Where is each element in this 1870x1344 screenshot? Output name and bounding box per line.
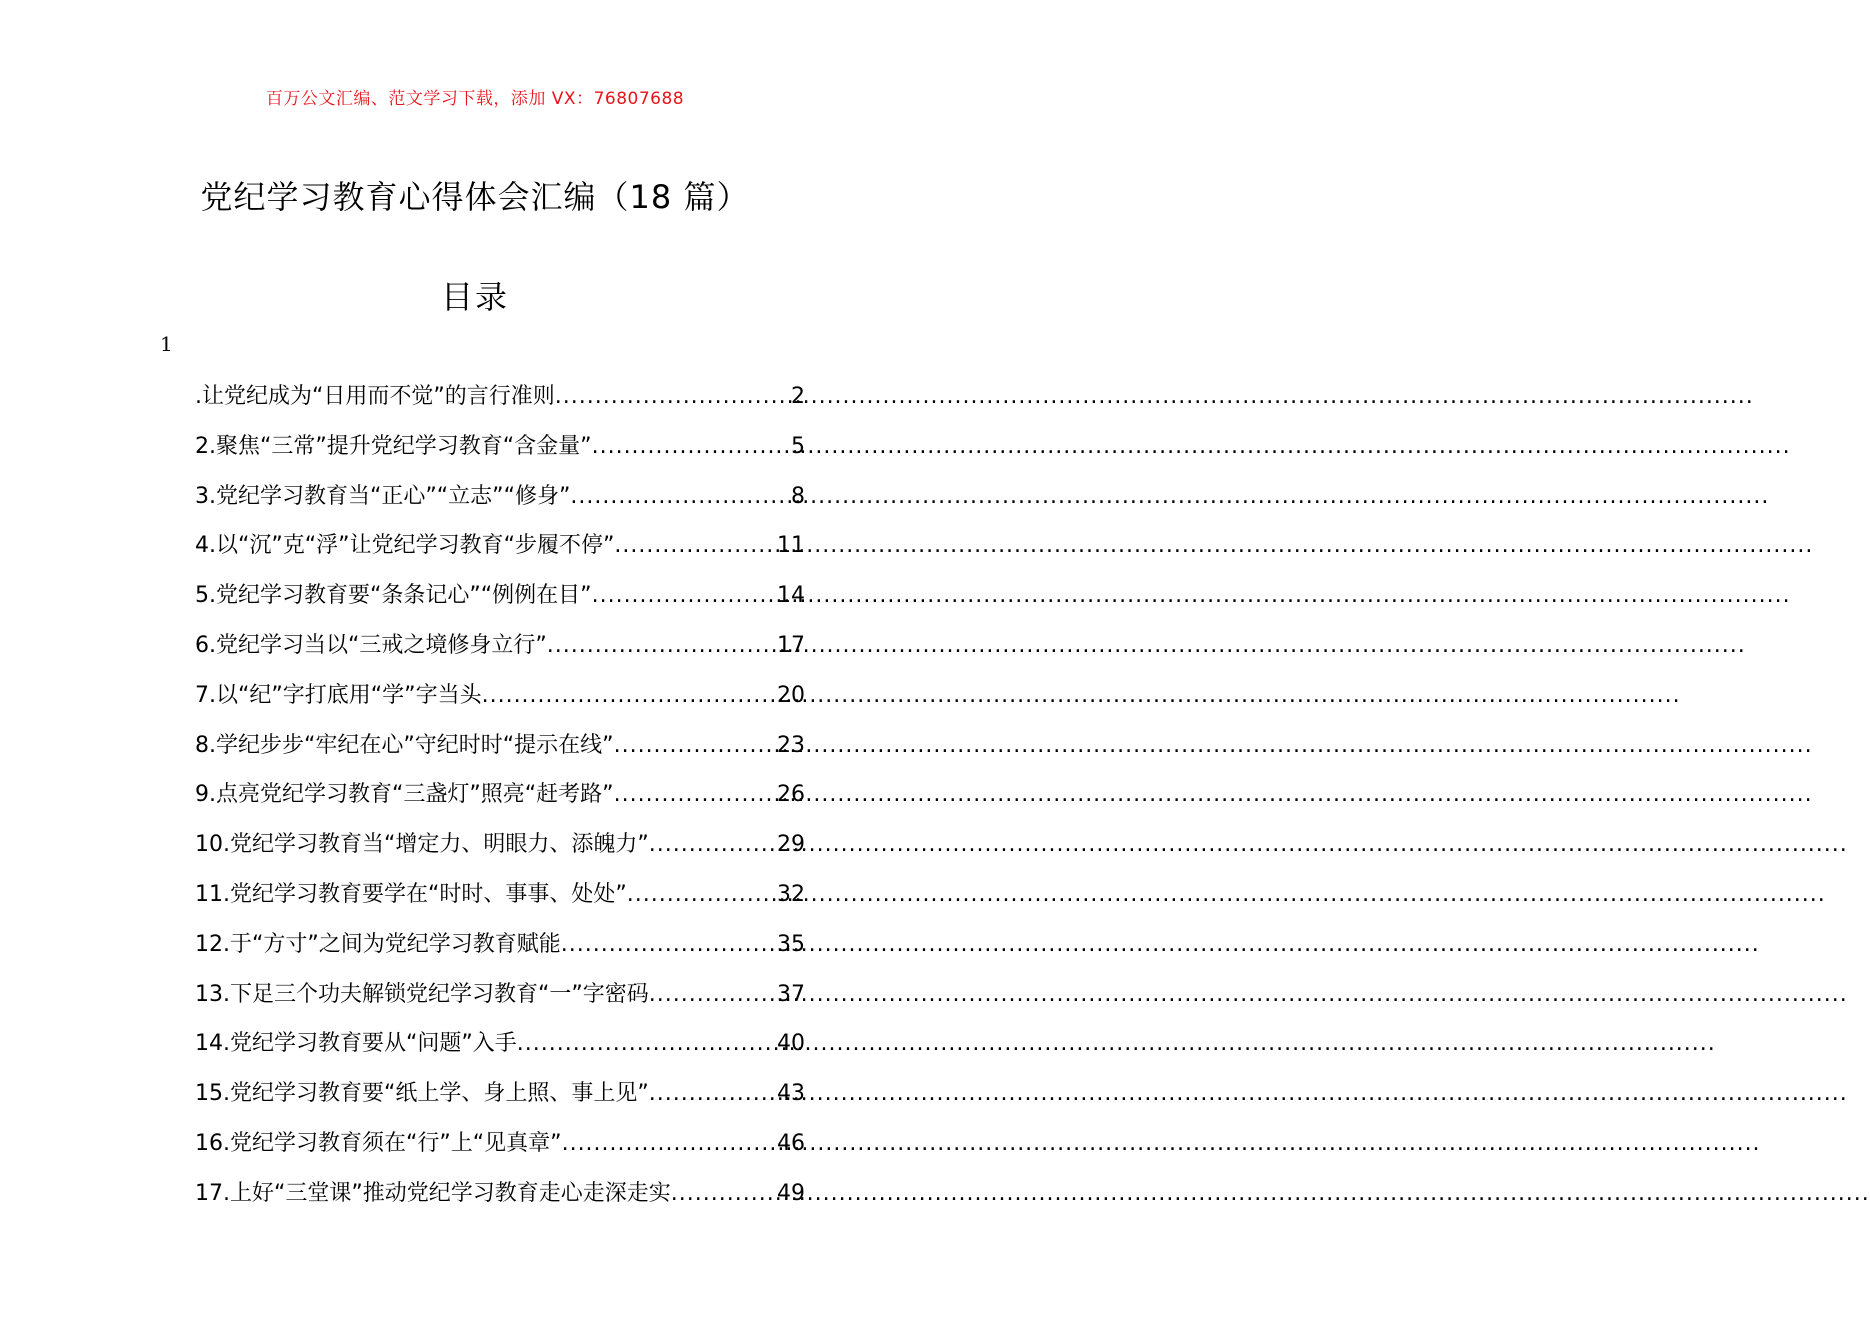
toc-entry-page: 5: [791, 433, 805, 459]
toc-entry-page: 8: [791, 483, 805, 509]
toc-leader: [649, 970, 777, 1020]
toc-entry[interactable]: [195, 621, 805, 671]
toc-entry-title: 16.党纪学习教育须在“行”上“见真章”: [195, 1130, 562, 1156]
toc-leader: [614, 770, 777, 820]
toc-leader: [570, 472, 791, 522]
toc-entry[interactable]: [195, 521, 805, 571]
toc-leader: [671, 1169, 777, 1219]
toc-entry[interactable]: [195, 571, 805, 621]
toc-entry-page: 23: [777, 732, 805, 758]
toc-leader: [555, 372, 791, 422]
toc-entry[interactable]: [195, 472, 805, 522]
toc-entry-title: 5.党纪学习教育要“条条记心”“例例在目”: [195, 583, 592, 609]
toc-entry-title: 6.党纪学习当以“三戒之境修身立行”: [195, 632, 547, 658]
toc-entry-title: 12.于“方寸”之间为党纪学习教育赋能: [195, 931, 561, 957]
toc-entry-title: 15.党纪学习教育要“纸上学、身上照、事上见”: [195, 1081, 649, 1107]
toc-leader: [649, 1069, 777, 1119]
toc-entry-page: 49: [777, 1180, 805, 1206]
toc-entry[interactable]: [195, 1069, 805, 1119]
toc-entry[interactable]: [195, 870, 805, 920]
toc-entry[interactable]: [195, 1169, 805, 1219]
toc-leader: [614, 521, 777, 571]
toc-entry[interactable]: [195, 721, 805, 771]
toc-entry-page: 46: [777, 1130, 805, 1156]
toc-entry[interactable]: [195, 671, 805, 721]
toc-entry-page: 32: [777, 881, 805, 907]
toc-entry-page: 37: [777, 981, 805, 1007]
toc-leader: [592, 422, 791, 472]
toc-entry[interactable]: [195, 920, 805, 970]
toc-entry-title: 2.聚焦“三常”提升党纪学习教育“含金量”: [195, 433, 592, 459]
toc-entry[interactable]: [195, 1119, 805, 1169]
download-notice: 百万公文汇编、范文学习下载，添加 VX：76807688: [265, 89, 685, 109]
toc-entry[interactable]: [195, 372, 805, 422]
toc-entry[interactable]: [195, 422, 805, 472]
toc-entry[interactable]: [195, 820, 805, 870]
toc-leader: [627, 870, 777, 920]
toc-entry-page: 26: [777, 782, 805, 808]
toc-entry-page: 43: [777, 1081, 805, 1107]
table-of-contents: [195, 372, 805, 1219]
toc-heading: 目录: [440, 278, 509, 316]
toc-leader: [614, 721, 777, 771]
toc-entry-page: 29: [777, 832, 805, 858]
toc-leader: [592, 571, 777, 621]
toc-entry-page: 17: [777, 632, 805, 658]
page-marker: 1: [160, 332, 173, 356]
toc-entry-title: 17.上好“三堂课”推动党纪学习教育走心走深走实: [195, 1180, 671, 1206]
toc-entry-title: 7.以“纪”字打底用“学”字当头: [195, 682, 482, 708]
toc-entry-title: .让党纪成为“日用而不觉”的言行准则: [195, 384, 555, 409]
toc-entry-page: 20: [777, 682, 805, 708]
toc-leader: [482, 671, 777, 721]
toc-leader: [517, 1019, 777, 1069]
toc-entry-page: 2: [791, 384, 805, 409]
toc-entry-title: 4.以“沉”克“浮”让党纪学习教育“步履不停”: [195, 533, 615, 559]
toc-entry-title: 8.学纪步步“牢纪在心”守纪时时“提示在线”: [195, 732, 614, 758]
toc-leader: [561, 920, 777, 970]
toc-entry[interactable]: [195, 770, 805, 820]
toc-leader: [562, 1119, 777, 1169]
toc-entry-page: 11: [777, 533, 805, 559]
document-title: 党纪学习教育心得体会汇编（18 篇）: [200, 178, 750, 216]
toc-entry-page: 14: [777, 583, 805, 609]
toc-entry[interactable]: [195, 1019, 805, 1069]
toc-entry[interactable]: [195, 970, 805, 1020]
toc-leader: [649, 820, 777, 870]
toc-entry-title: 11.党纪学习教育要学在“时时、事事、处处”: [195, 881, 627, 907]
toc-entry-page: 35: [777, 931, 805, 957]
toc-entry-title: 14.党纪学习教育要从“问题”入手: [195, 1031, 517, 1057]
toc-entry-title: 10.党纪学习教育当“增定力、明眼力、添魄力”: [195, 832, 649, 858]
toc-leader: [547, 621, 777, 671]
toc-entry-title: 9.点亮党纪学习教育“三盏灯”照亮“赶考路”: [195, 782, 614, 808]
toc-entry-title: 13.下足三个功夫解锁党纪学习教育“一”字密码: [195, 981, 649, 1007]
toc-entry-title: 3.党纪学习教育当“正心”“立志”“修身”: [195, 483, 571, 509]
toc-entry-page: 40: [777, 1031, 805, 1057]
